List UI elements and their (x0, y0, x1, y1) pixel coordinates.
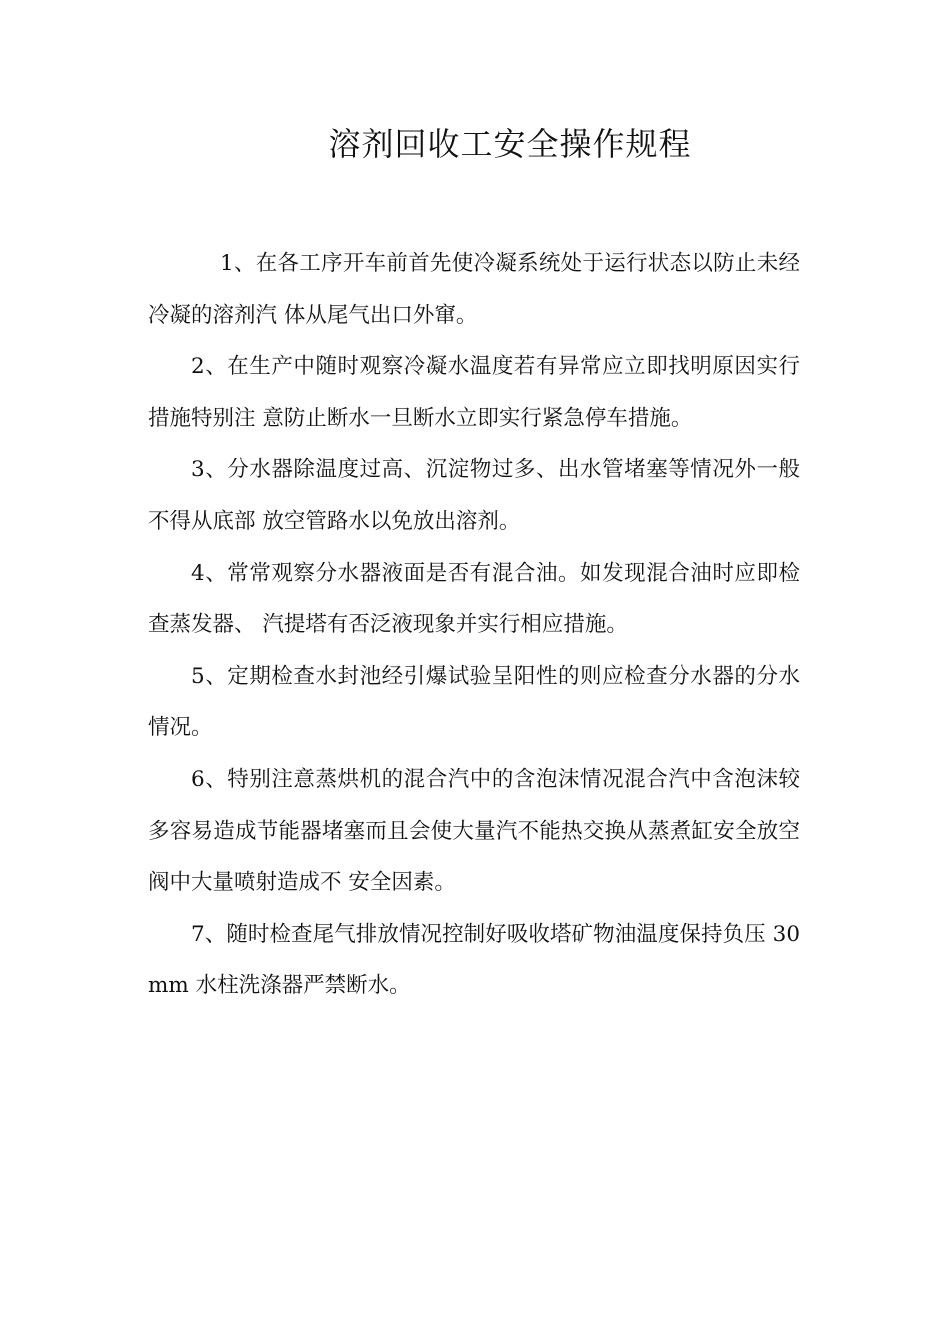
paragraph-6: 6、特别注意蒸烘机的混合汽中的含泡沫情况混合汽中含泡沫较多容易造成节能器堵塞而且会使大量汽不能热交换从蒸煮缸安全放空阀中大量喷射造成不 安全因素。 (148, 766, 800, 896)
paragraph-1: 1、在各工序开车前首先使冷凝系统处于运行状态以防止未经冷凝的溶剂汽 体从尾气出口外窜。 (148, 251, 800, 328)
paragraph-7: 7、随时检查尾气排放情况控制好吸收塔矿物油温度保持负压 30mm 水柱洗涤器严禁断水。 (148, 921, 800, 999)
paragraph-4: 4、常常观察分水器液面是否有混合油。如发现混合油时应即检查蒸发器、 汽提塔有否泛液现象并实行相应措施。 (148, 560, 800, 638)
document-body (148, 238, 800, 1012)
paragraph-3: 3、分水器除温度过高、沉淀物过多、出水管堵塞等情况外一般不得从底部 放空管路水以免放出溶剂。 (148, 457, 800, 534)
paragraph-5: 5、定期检查水封池经引爆试验呈阳性的则应检查分水器的分水情况。 (148, 663, 800, 741)
paragraph-2: 2、在生产中随时观察冷凝水温度若有异常应立即找明原因实行措施特别注 意防止断水一旦断水立即实行紧急停车措施。 (148, 354, 800, 431)
page-title: 溶剂回收工安全操作规程 (328, 125, 692, 163)
